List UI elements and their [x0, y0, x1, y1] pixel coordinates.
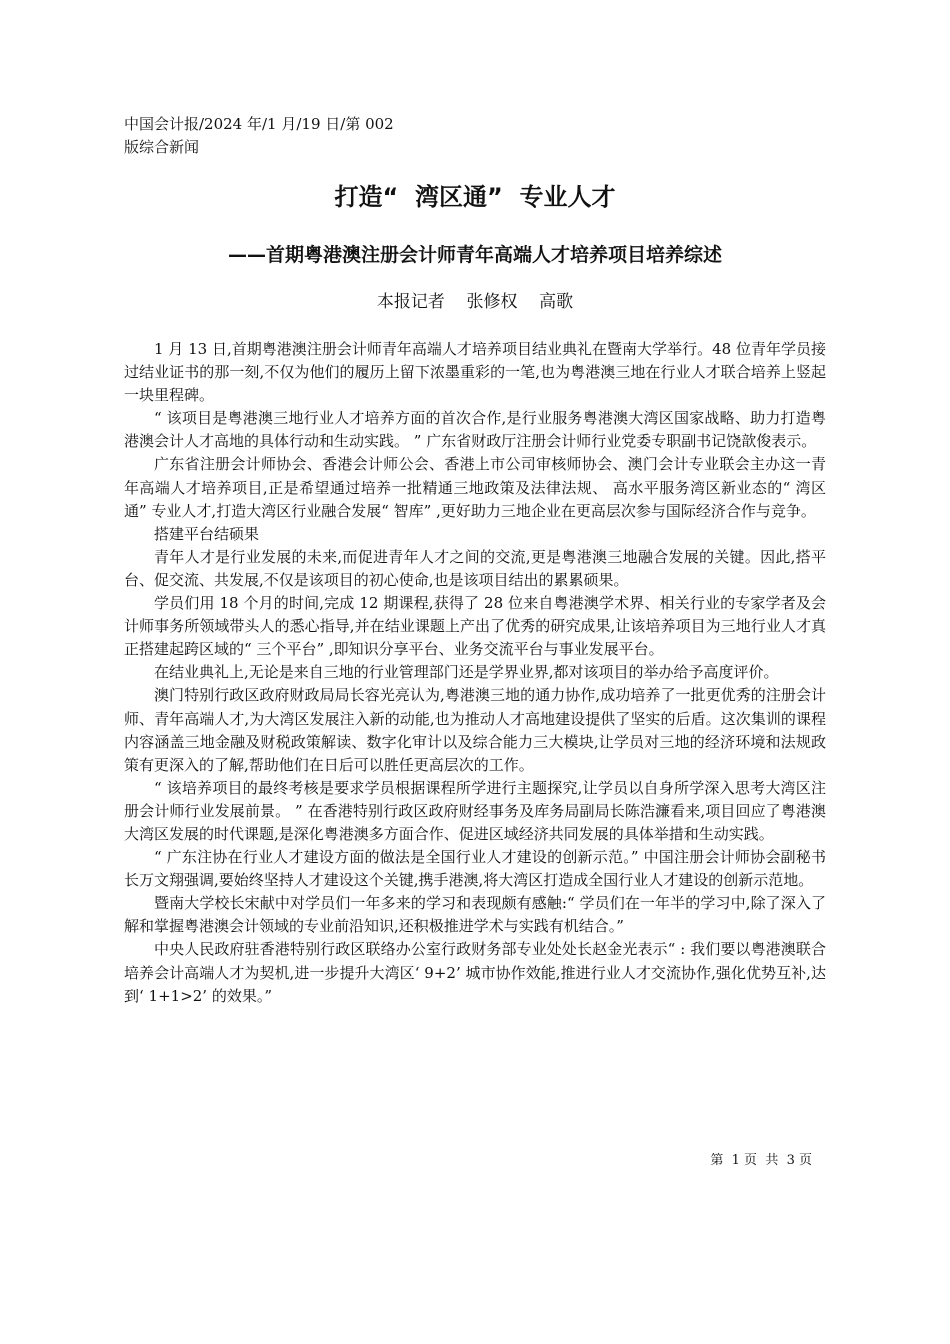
paragraph: “ 该培养项目的最终考核是要求学员根据课程所学进行主题探究,让学员以自身所学深入思考大湾区注册会计师行业发展前景。 ” 在香港特别行政区政府财经事务及库务局副局长陈浩濂看来,项目回应了粤港澳大湾区发展的时代课题,是深化粤港澳多方面合作、促进区域经济共同发展的具体举措和生动实践。 — [124, 778, 826, 843]
source-info — [124, 113, 424, 159]
paragraph: 青年人才是行业发展的未来,而促进青年人才之间的交流,更是粤港澳三地融合发展的关键。因此,搭平台、促交流、共发展,不仅是该项目的初心使命,也是该项目结出的累累硕果。 — [124, 547, 826, 589]
page-indicator: 第 1 页 共 3 页 — [710, 1153, 812, 1168]
article-byline: 本报记者 张修权 高歌 — [376, 292, 574, 312]
article-subtitle: ——首期粤港澳注册会计师青年高端人才培养项目培养综述 — [227, 244, 722, 266]
paragraph: 1 月 13 日,首期粤港澳注册会计师青年高端人才培养项目结业典礼在暨南大学举行。48 位青年学员接过结业证书的那一刻,不仅为他们的履历上留下浓墨重彩的一笔,也为粤港澳三地在行业人才联合培养上竖起一块里程碑。 — [124, 340, 826, 405]
source-line-2: 版综合新闻 — [124, 138, 200, 156]
source-line-1: 中国会计报/2024 年/1 月/19 日/第 002 — [124, 115, 394, 133]
paragraph: 暨南大学校长宋献中对学员们一年多来的学习和表现颇有感触:“ 学员们在一年半的学习中,除了深入了解和掌握粤港澳会计领域的专业前沿知识,还积极推进学术与实践有机结合。” — [124, 894, 826, 936]
paragraph: 广东省注册会计师协会、香港会计师公会、香港上市公司审核师协会、澳门会计专业联会主办这一青年高端人才培养项目,正是希望通过培养一批精通三地政策及法律法规、 高水平服务湾区新业态的“ 湾区通” 专业人才,打造大湾区行业融合发展“ 智库” ,更好助力三地企业在更高层次参与国际经济合作与竞争。 — [124, 455, 826, 520]
paragraph: 中央人民政府驻香港特别行政区联络办公室行政财务部专业处处长赵金光表示“ : 我们要以粤港澳联合培养会计高端人才为契机,进一步提升大湾区‘ 9+2’ 城市协作效能,推进行业人才交流协作,强化优势互补,达到‘ 1+1>2’ 的效果。” — [124, 940, 826, 1005]
article-body — [124, 338, 826, 1008]
paragraph: 在结业典礼上,无论是来自三地的行业管理部门还是学界业界,都对该项目的举办给予高度评价。 — [154, 663, 779, 682]
paragraph: 澳门特别行政区政府财政局局长容光亮认为,粤港澳三地的通力协作,成功培养了一批更优秀的注册会计师、青年高端人才,为大湾区发展注入新的动能,也为推动人才高地建设提供了坚实的后盾。这次集训的课程内容涵盖三地金融及财税政策解读、数字化审计以及综合能力三大模块,让学员对三地的经济环境和法规政策有更深入的了解,帮助他们在日后可以胜任更高层次的工作。 — [124, 686, 826, 774]
paragraph: 学员们用 18 个月的时间,完成 12 期课程,获得了 28 位来自粤港澳学术界、相关行业的专家学者及会计师事务所领域带头人的悉心指导,并在结业课题上产出了优秀的研究成果,让该培养项目为三地行业人才真正搭建起跨区域的“ 三个平台” ,即知识分享平台、业务交流平台与事业发展平台。 — [124, 594, 826, 659]
paragraph: “ 广东注协在行业人才建设方面的做法是全国行业人才建设的创新示范。” 中国注册会计师协会副秘书长万文翔强调,要始终坚持人才建设这个关键,携手港澳,将大湾区打造成全国行业人才建设的创新示范地。 — [124, 848, 826, 890]
section-heading: 搭建平台结硕果 — [154, 524, 260, 543]
article-title: 打造“ 湾区通” 专业人才 — [334, 183, 616, 211]
paragraph: “ 该项目是粤港澳三地行业人才培养方面的首次合作,是行业服务粤港澳大湾区国家战略、助力打造粤港澳会计人才高地的具体行动和生动实践。 ” 广东省财政厅注册会计师行业党委专职副书记饶歆俊表示。 — [124, 409, 826, 451]
